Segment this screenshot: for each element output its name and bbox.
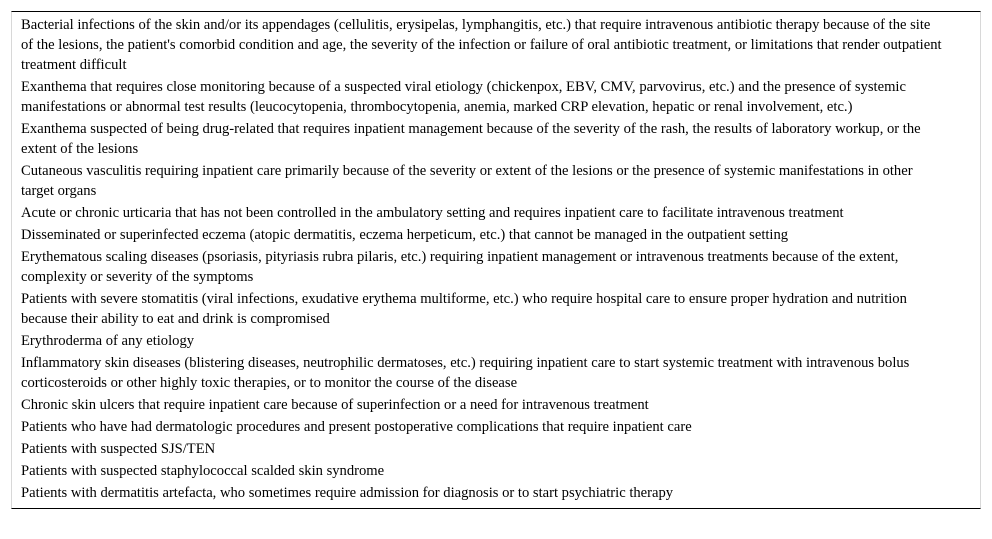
table-cell: Patients with dermatitis artefacta, who sometimes require admission for diagnosis or to start psychiatric therapy bbox=[21, 485, 674, 501]
table-cell: Inflammatory skin diseases (blistering diseases, neutrophilic dermatoses, etc.) requiring inpatient care to start systemic treatment with intravenous bolus corticosteroids or other highly toxic therapies, or to monitor the course of the disease bbox=[21, 355, 910, 391]
table-row bbox=[12, 246, 980, 288]
table-row bbox=[12, 160, 980, 202]
table-cell: Exanthema that requires close monitoring because of a suspected viral etiology (chickenpox, EBV, CMV, parvovirus, etc.) and the presence of systemic manifestations or abnormal test results (leucocytopenia, thrombocytopenia, anemia, marked CRP elevation, hepatic or renal involvement, etc.) bbox=[21, 79, 906, 115]
table-row bbox=[12, 224, 980, 246]
table-cell: Bacterial infections of the skin and/or its appendages (cellulitis, erysipelas, lymphangitis, etc.) that require intravenous antibiotic therapy because of the site of the lesions, the patient's comorbid condition and age, the severity of the infection or failure of oral antibiotic treatment, or limitations that render outpatient treatment difficult bbox=[21, 17, 942, 73]
table-cell: Patients with severe stomatitis (viral infections, exudative erythema multiforme, etc.) who require hospital care to ensure proper hydration and nutrition because their ability to eat and drink is compromised bbox=[21, 291, 907, 327]
table-cell: Disseminated or superinfected eczema (atopic dermatitis, eczema herpeticum, etc.) that cannot be managed in the outpatient setting bbox=[21, 227, 789, 243]
table-row bbox=[12, 438, 980, 460]
table-cell: Patients with suspected SJS/TEN bbox=[21, 441, 216, 457]
table-cell: Chronic skin ulcers that require inpatient care because of superinfection or a need for intravenous treatment bbox=[21, 397, 649, 413]
table-row bbox=[12, 352, 980, 394]
table-cell: Erythroderma of any etiology bbox=[21, 333, 195, 349]
criteria-table bbox=[12, 14, 980, 504]
table-row bbox=[12, 288, 980, 330]
table-row bbox=[12, 76, 980, 118]
table-row bbox=[12, 14, 980, 76]
table-cell: Acute or chronic urticaria that has not been controlled in the ambulatory setting and requires inpatient care to facilitate intravenous treatment bbox=[21, 205, 844, 221]
table-row bbox=[12, 118, 980, 160]
table-row bbox=[12, 330, 980, 352]
table-row bbox=[12, 460, 980, 482]
table-cell: Exanthema suspected of being drug-related that requires inpatient management because of the severity of the rash, the results of laboratory workup, or the extent of the lesions bbox=[21, 121, 921, 157]
table-row bbox=[12, 416, 980, 438]
admission-criteria-table bbox=[11, 11, 981, 509]
table-cell: Cutaneous vasculitis requiring inpatient care primarily because of the severity or extent of the lesions or the presence of systemic manifestations in other target organs bbox=[21, 163, 913, 199]
table-cell: Patients who have had dermatologic procedures and present postoperative complications that require inpatient care bbox=[21, 419, 692, 435]
table-cell: Erythematous scaling diseases (psoriasis, pityriasis rubra pilaris, etc.) requiring inpatient management or intravenous treatments because of the extent, complexity or severity of the symptoms bbox=[21, 249, 899, 285]
table-cell: Patients with suspected staphylococcal scalded skin syndrome bbox=[21, 463, 385, 479]
table-row bbox=[12, 202, 980, 224]
table-row bbox=[12, 482, 980, 504]
table-row bbox=[12, 394, 980, 416]
